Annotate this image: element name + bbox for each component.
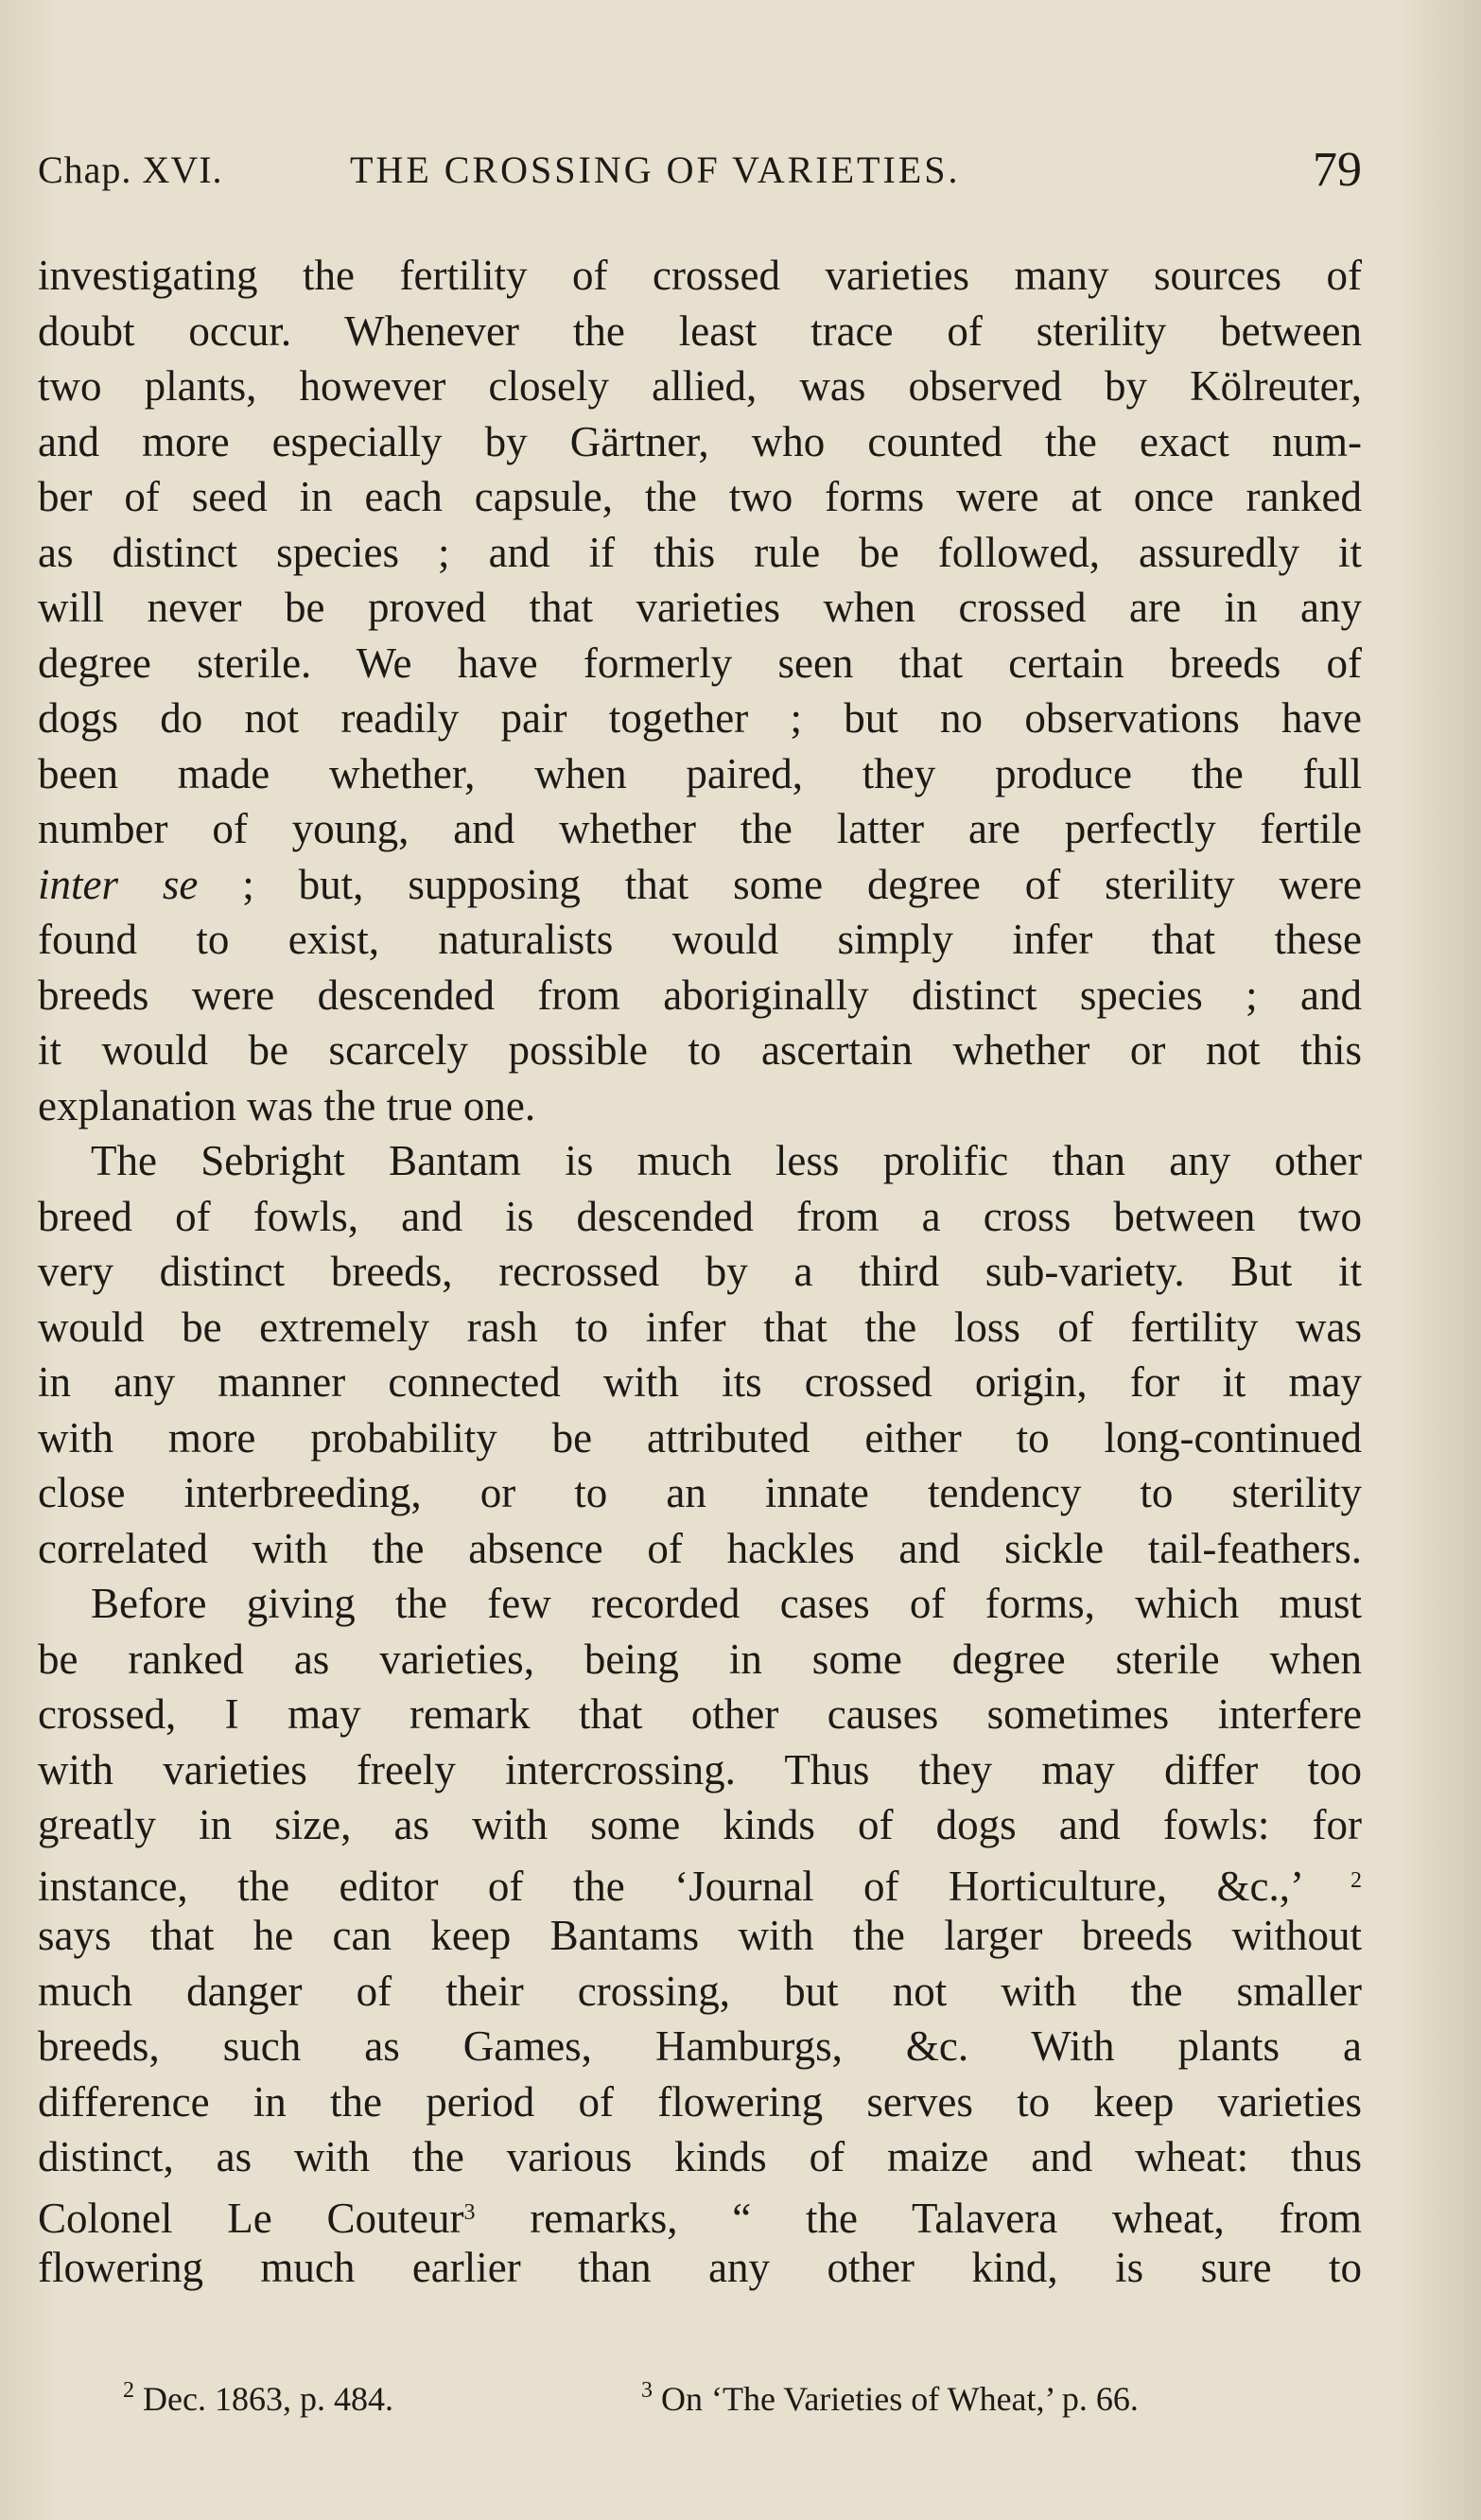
text-line: two plants, however closely allied, was observed by Kölreuter, [38,362,1362,410]
chapter-label: Chap. XVI. [38,149,223,191]
text-line: degree sterile. We have formerly seen that certain breeds of [38,639,1362,687]
footnote-text: Dec. 1863, p. 484. [143,2380,393,2418]
text-line: The Sebright Bantam is much less prolific than any other [91,1137,1362,1184]
text-line: in any manner connected with its crossed origin, for it may [38,1358,1362,1406]
text-line: crossed, I may remark that other causes sometimes interfere [38,1690,1362,1738]
text-line: be ranked as varieties, being in some degree sterile when [38,1635,1362,1683]
footnote-text: On ‘The Varieties of Wheat,’ p. 66. [661,2380,1139,2418]
text-line: found to exist, naturalists would simply infer that these [38,916,1362,963]
text-line: distinct, as with the various kinds of maize and wheat: thus [38,2133,1362,2180]
line-text: Colonel Le Couteur [38,2194,464,2242]
text-line: explanation was the true one. [38,1081,536,1129]
text-line: number of young, and whether the latter are perfectly fertile [38,805,1362,852]
text-line: breed of fowls, and is descended from a cross between two [38,1192,1362,1240]
text-line: it would be scarcely possible to ascertain whether or not this [38,1026,1362,1074]
text-line: been made whether, when paired, they produce the full [38,749,1362,797]
footnote-mark: 3 [641,2378,653,2403]
text-line: would be extremely rash to infer that the loss of fertility was [38,1303,1362,1351]
text-line: breeds, such as Games, Hamburgs, &c. With plants a [38,2022,1362,2070]
running-header [38,142,1362,208]
text-line: doubt occur. Whenever the least trace of sterility between [38,306,1362,355]
text-line: as distinct species ; and if this rule be followed, assuredly it [38,528,1362,576]
text-line: with varieties freely intercrossing. Thus they may differ too [38,1745,1362,1794]
text-line: greatly in size, as with some kinds of dogs and fowls: for [38,1801,1362,1848]
text-line: will never be proved that varieties when crossed are in any [38,584,1362,631]
text-line: dogs do not readily pair together ; but no observations have [38,694,1362,742]
page-number: 79 [1313,143,1362,197]
text-line: says that he can keep Bantams with the larger breeds without [38,1912,1362,1959]
text-line: much danger of their crossing, but not with the smaller [38,1967,1362,2015]
text-line-with-ref [38,1853,1362,1909]
text-line: inter se ; but, supposing that some degree of sterility were [38,860,1362,908]
text-line: flowering much earlier than any other kind, is sure to [38,2244,1362,2291]
text-line: correlated with the absence of hackles and sickle tail-feathers. [38,1524,1362,1572]
line-text: instance, the editor of the ‘Journal of Horticulture, &c.,’ [38,1862,1301,1910]
running-title: THE CROSSING OF VARIETIES. [350,149,961,191]
text-line: investigating the fertility of crossed varieties many sources of [38,252,1362,299]
text-line: very distinct breeds, recrossed by a third sub-variety. But it [38,1248,1362,1295]
line-text: remarks, “ the Talavera wheat, from [530,2194,1362,2242]
footnote-mark: 2 [123,2378,134,2403]
text-line: and more especially by Gärtner, who counted the exact num- [38,417,1362,465]
footnote [123,2378,393,2419]
text-line: Before giving the few recorded cases of forms, which must [91,1580,1362,1627]
footnotes [123,2378,1296,2435]
footnote-ref: 3 [463,2199,476,2225]
text-line: with more probability be attributed either to long-continued [38,1413,1362,1461]
text-line: close interbreeding, or to an innate tendency to sterility [38,1469,1362,1516]
footnote-ref: 2 [1350,1867,1363,1893]
text-line: ber of seed in each capsule, the two forms were at once ranked [38,473,1362,520]
text-line: breeds were descended from aboriginally distinct species ; and [38,971,1362,1019]
footnote [641,2378,1139,2419]
text-line: difference in the period of flowering serves to keep varieties [38,2077,1362,2126]
italic-phrase: inter se [38,860,199,908]
body-text [38,248,1362,2296]
text-line-with-ref [38,2185,1362,2241]
